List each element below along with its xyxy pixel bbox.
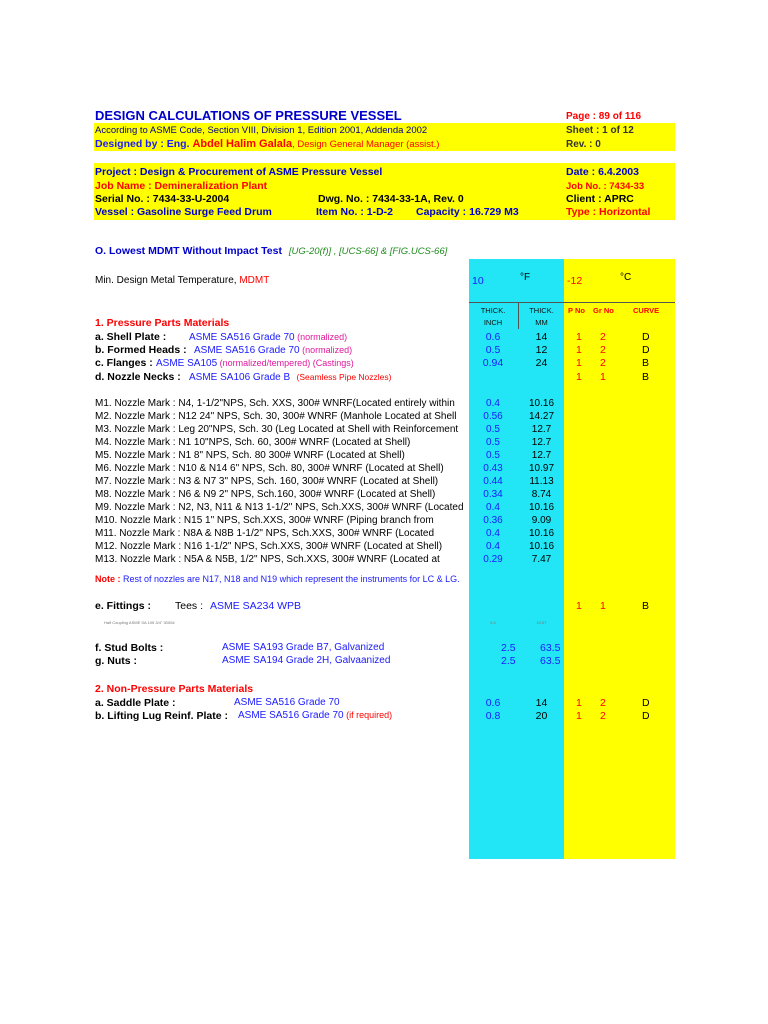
nozzle-row	[95, 541, 675, 554]
nozzle-inch: 0.5	[486, 424, 500, 435]
saddle-plate-label: a. Saddle Plate :	[95, 697, 176, 709]
nozzle-row	[95, 411, 675, 424]
nozzle-necks-row	[95, 371, 391, 383]
nuts-label: g. Nuts :	[95, 655, 137, 667]
page-number: Page : 89 of 116	[566, 111, 642, 122]
nozzle-mm: 8.74	[531, 489, 552, 500]
fittings-curve: B	[642, 600, 650, 612]
half-coupling-mm: 10.67	[536, 620, 547, 625]
nozzle-mm: 12.7	[531, 437, 552, 448]
flanges-grno: 2	[600, 357, 606, 369]
saddle-plate-pno: 1	[576, 697, 582, 709]
section-o-title: O. Lowest MDMT Without Impact Test	[95, 245, 282, 257]
project-line: Project : Design & Procurement of ASME Pressure Vessel	[95, 166, 383, 178]
stud-bolts-mm: 63.5	[540, 642, 561, 654]
mdmt-label-text: Min. Design Metal Temperature,	[95, 275, 240, 286]
flanges-material: ASME SA105	[156, 358, 218, 369]
job-number: Job No. : 7434-33	[566, 181, 645, 192]
note-label: Note :	[95, 574, 121, 584]
nozzle-inch: 0.29	[483, 554, 503, 565]
vessel-name: Vessel : Gasoline Surge Feed Drum	[95, 206, 272, 218]
nozzle-mm: 12.7	[531, 424, 552, 435]
flanges-row	[95, 357, 354, 369]
nozzle-inch: 0.36	[483, 515, 503, 526]
nozzle-description: M10. Nozzle Mark : N15 1" NPS, Sch.XXS, 300# WNRF (Piping branch from	[95, 515, 434, 526]
formed-heads-label: b. Formed Heads :	[95, 344, 187, 356]
nozzle-mm: 10.16	[528, 398, 555, 409]
nozzle-description: M7. Nozzle Mark : N3 & N7 3" NPS, Sch. 160, 300# WNRF (Located at Shell)	[95, 476, 439, 487]
nozzle-description: M12. Nozzle Mark : N16 1-1/2" NPS, Sch.XXS, 300# WNRF (Located at Shell)	[95, 541, 443, 552]
fittings-grno: 1	[600, 600, 606, 612]
shell-plate-note: (normalized)	[294, 332, 348, 342]
shell-plate-row	[95, 331, 347, 343]
fittings-row	[95, 600, 301, 612]
lifting-lug-curve: D	[642, 710, 650, 722]
flanges-curve: B	[642, 357, 650, 369]
mdmt-fahrenheit: 10	[472, 275, 484, 287]
half-coupling-inch: 0.4	[490, 620, 496, 625]
thick-inch-header	[469, 305, 517, 329]
flanges-pno: 1	[576, 357, 582, 369]
note-text: Rest of nozzles are N17, N18 and N19 which represent the instruments for LC & LG.	[120, 574, 460, 584]
formed-heads-material: ASME SA516 Grade 70	[194, 345, 300, 356]
nozzle-necks-label: d. Nozzle Necks :	[95, 371, 181, 383]
sheet-number: Sheet : 1 of 12	[566, 125, 634, 136]
saddle-plate-material: ASME SA516 Grade 70	[234, 697, 340, 708]
nozzle-note	[95, 574, 460, 584]
stud-bolts-material: ASME SA193 Grade B7, Galvanized	[222, 642, 385, 653]
thick-mm-header-1: THICK.	[529, 306, 554, 315]
lifting-lug-material-text: ASME SA516 Grade 70	[238, 710, 344, 721]
mdmt-label	[95, 275, 269, 286]
nozzle-description: M1. Nozzle Mark : N4, 1-1/2"NPS, Sch. XXS, 300# WNRF(Located entirely within	[95, 398, 455, 409]
job-name: Job Name : Demineralization Plant	[95, 180, 268, 192]
lifting-lug-inch: 0.8	[485, 710, 501, 722]
nozzle-necks-pno: 1	[576, 371, 582, 383]
vessel-type: Type : Horizontal	[566, 206, 651, 218]
nozzle-inch: 0.44	[483, 476, 503, 487]
formed-heads-note: (normalized)	[299, 345, 353, 355]
nozzle-description: M5. Nozzle Mark : N1 8" NPS, Sch. 80 300# WNRF (Located at Shell)	[95, 450, 405, 461]
nozzle-description: M6. Nozzle Mark : N10 & N14 6" NPS, Sch. 80, 300# WNRF (Located at Shell)	[95, 463, 444, 474]
nozzle-description: M2. Nozzle Mark : N12 24" NPS, Sch. 30, 300# WNRF (Manhole Located at Shell	[95, 411, 457, 422]
saddle-plate-grno: 2	[600, 697, 606, 709]
nozzle-mm: 9.09	[531, 515, 552, 526]
document-title: DESIGN CALCULATIONS OF PRESSURE VESSEL	[95, 108, 402, 123]
lifting-lug-material	[238, 710, 392, 721]
nozzle-necks-material: ASME SA106 Grade B	[189, 372, 291, 383]
unit-celsius: °C	[620, 272, 632, 283]
tees-label: Tees :	[175, 600, 204, 612]
drawing-number: Dwg. No. : 7434-33-1A, Rev. 0	[318, 193, 464, 205]
client: Client : APRC	[566, 193, 634, 205]
nuts-material: ASME SA194 Grade 2H, Galvaanized	[222, 655, 391, 666]
nozzle-row	[95, 450, 675, 463]
nozzle-list	[95, 398, 675, 567]
nozzle-inch: 0.5	[486, 450, 500, 461]
non-pressure-title: 2. Non-Pressure Parts Materials	[95, 683, 254, 695]
nozzle-mm: 10.97	[528, 463, 555, 474]
nozzle-inch: 0.4	[486, 502, 500, 513]
stud-bolts-label: f. Stud Bolts :	[95, 642, 164, 654]
formed-heads-mm: 12	[535, 344, 548, 356]
pno-header: P No	[568, 306, 585, 315]
formed-heads-inch: 0.5	[485, 344, 501, 356]
nozzle-description: M9. Nozzle Mark : N2, N3, N11 & N13 1-1/2" NPS, Sch.XXS, 300# WNRF (Located	[95, 502, 464, 513]
nozzle-row	[95, 515, 675, 528]
shell-plate-curve: D	[642, 331, 650, 343]
stud-bolts-inch: 2.5	[501, 642, 516, 654]
nozzle-inch: 0.4	[486, 541, 500, 552]
shell-plate-inch: 0.6	[485, 331, 501, 343]
grno-header: Gr No	[593, 306, 614, 315]
nozzle-mm: 7.47	[531, 554, 552, 565]
designed-by-label: Designed by : Eng.	[95, 138, 193, 150]
nozzle-row	[95, 437, 675, 450]
curve-header: CURVE	[633, 306, 660, 315]
nozzle-inch: 0.43	[483, 463, 503, 474]
nozzle-necks-curve: B	[642, 371, 650, 383]
nozzle-mm: 10.16	[528, 528, 555, 539]
lifting-lug-mm: 20	[535, 710, 548, 722]
formed-heads-row	[95, 344, 352, 356]
mdmt-celsius: -12	[567, 275, 583, 287]
section-o-refs: [UG-20(f)] , [UCS-66] & [FIG.UCS-66]	[288, 246, 448, 257]
unit-fahrenheit: °F	[520, 272, 531, 283]
flanges-label: c. Flanges :	[95, 357, 153, 369]
revision: Rev. : 0	[566, 139, 601, 150]
shell-plate-label: a. Shell Plate :	[95, 331, 167, 343]
fittings-material: ASME SA234 WPB	[210, 600, 302, 612]
mdmt-abbr: MDMT	[239, 275, 270, 286]
nozzle-necks-grno: 1	[600, 371, 606, 383]
nozzle-row	[95, 476, 675, 489]
nozzle-description: M11. Nozzle Mark : N8A & N8B 1-1/2" NPS, Sch.XXS, 300# WNRF (Located	[95, 528, 435, 539]
shell-plate-mm: 14	[535, 331, 548, 343]
capacity: Capacity : 16.729 M3	[416, 206, 519, 218]
nozzle-row	[95, 554, 675, 567]
shell-plate-grno: 2	[600, 331, 606, 343]
flanges-note: (normalized/tempered) (Castings)	[217, 358, 354, 368]
nozzle-row	[95, 463, 675, 476]
nozzle-row	[95, 424, 675, 437]
nozzle-necks-note: (Seamless Pipe Nozzles)	[294, 372, 392, 382]
nozzle-description: M8. Nozzle Mark : N6 & N9 2" NPS, Sch.160, 300# WNRF (Located at Shell)	[95, 489, 436, 500]
designer-name: Abdel Halim Galala	[192, 138, 293, 150]
nozzle-row	[95, 528, 675, 541]
lifting-lug-note: (if required)	[343, 710, 393, 720]
lifting-lug-grno: 2	[600, 710, 606, 722]
thick-inch-header-1: THICK.	[480, 306, 506, 315]
nozzle-row	[95, 502, 675, 515]
nozzle-mm: 12.7	[531, 450, 552, 461]
item-number: Item No. : 1-D-2	[316, 206, 394, 218]
fittings-label: e. Fittings :	[95, 600, 151, 612]
code-line: According to ASME Code, Section VIII, Division 1, Edition 2001, Addenda 2002	[95, 125, 428, 136]
nozzle-mm: 10.16	[528, 541, 555, 552]
shell-plate-material: ASME SA516 Grade 70	[189, 332, 295, 343]
saddle-plate-curve: D	[642, 697, 650, 709]
serial-number: Serial No. : 7434-33-U-2004	[95, 193, 230, 205]
nozzle-inch: 0.4	[486, 528, 500, 539]
nozzle-mm: 11.13	[529, 476, 554, 487]
thick-mm-header-2: MM	[535, 318, 548, 327]
nozzle-description: M3. Nozzle Mark : Leg 20"NPS, Sch. 30 (Leg Located at Shell with Reinforcement	[95, 424, 459, 435]
nuts-mm: 63.5	[540, 655, 561, 667]
shell-plate-pno: 1	[576, 331, 582, 343]
pressure-parts-title: 1. Pressure Parts Materials	[95, 317, 230, 329]
lifting-lug-label: b. Lifting Lug Reinf. Plate :	[95, 710, 228, 722]
flanges-mm: 24	[535, 357, 548, 369]
flanges-inch: 0.94	[482, 357, 504, 369]
nozzle-row	[95, 489, 675, 502]
nozzle-description: M13. Nozzle Mark : N5A & N5B, 1/2" NPS, Sch.XXS, 300# WNRF (Located at	[95, 554, 440, 565]
formed-heads-curve: D	[642, 344, 650, 356]
nozzle-inch: 0.4	[486, 398, 500, 409]
saddle-plate-inch: 0.6	[485, 697, 501, 709]
nozzle-row	[95, 398, 675, 411]
saddle-plate-mm: 14	[535, 697, 548, 709]
nozzle-description: M4. Nozzle Mark : N1 10"NPS, Sch. 60, 300# WNRF (Located at Shell)	[95, 437, 411, 448]
half-coupling-line: Half Coupling ASME SA 105 3/4" 3000#	[104, 620, 175, 625]
nozzle-mm: 14.27	[528, 411, 555, 422]
designer-role: , Design General Manager (assist.)	[292, 139, 440, 150]
fittings-pno: 1	[576, 600, 582, 612]
thick-inch-header-2: INCH	[483, 318, 503, 327]
nuts-inch: 2.5	[501, 655, 516, 667]
nozzle-inch: 0.56	[483, 411, 503, 422]
formed-heads-grno: 2	[600, 344, 606, 356]
nozzle-mm: 10.16	[528, 502, 555, 513]
designed-by	[95, 138, 439, 150]
column-header-rule	[469, 302, 675, 303]
project-date: Date : 6.4.2003	[566, 166, 639, 178]
formed-heads-pno: 1	[576, 344, 582, 356]
thick-mm-header	[519, 305, 564, 329]
lifting-lug-pno: 1	[576, 710, 582, 722]
nozzle-inch: 0.5	[486, 437, 500, 448]
nozzle-inch: 0.34	[483, 489, 503, 500]
section-title	[95, 245, 447, 257]
